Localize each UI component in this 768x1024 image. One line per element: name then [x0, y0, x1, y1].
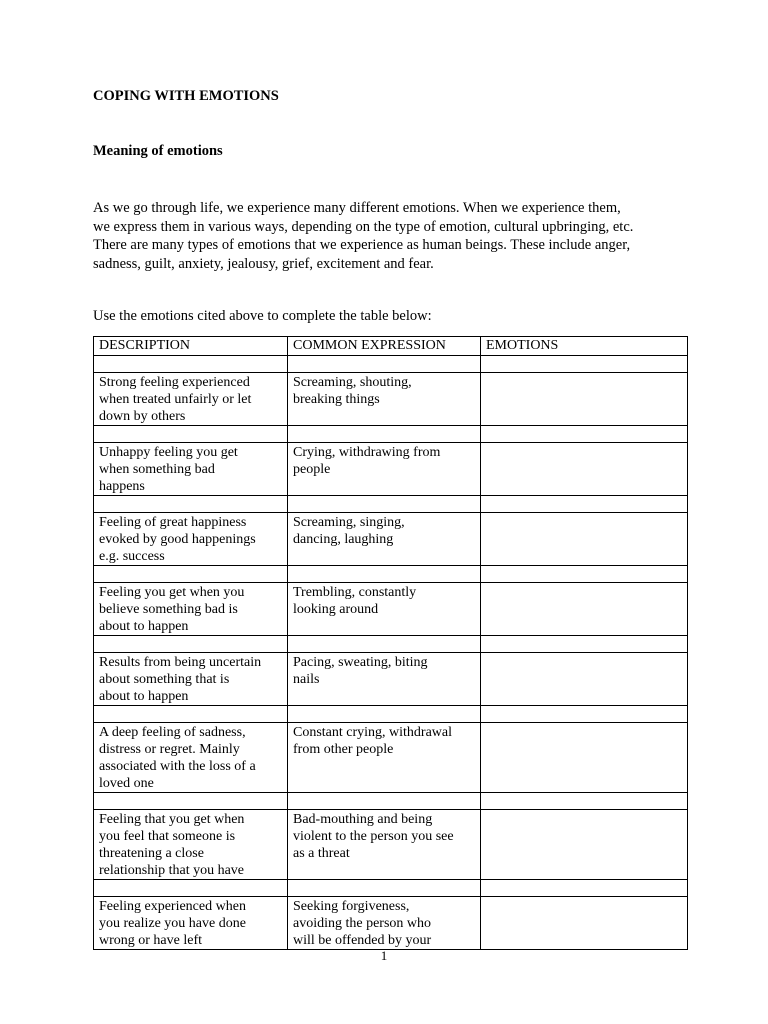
description-cell: [94, 443, 288, 496]
table-instruction: Use the emotions cited above to complete the table below:: [93, 308, 432, 324]
table-spacer-row: [94, 793, 688, 810]
spacer-cell: [94, 426, 288, 443]
cell-line: Pacing, sweating, biting: [293, 655, 428, 670]
cell-line: associated with the loss of a: [99, 759, 256, 774]
cell-line: will be offended by your: [293, 933, 432, 948]
spacer-cell: [94, 356, 288, 373]
cell-line: you realize you have done: [99, 916, 246, 931]
description-cell: [94, 373, 288, 426]
header-description: DESCRIPTION: [94, 337, 288, 356]
spacer-cell: [481, 880, 688, 897]
cell-line: wrong or have left: [99, 933, 203, 948]
spacer-cell: [288, 793, 481, 810]
description-cell: [94, 897, 288, 950]
emotion-answer-cell[interactable]: [481, 513, 688, 566]
emotions-table: [93, 336, 688, 950]
page-number: 1: [380, 948, 388, 963]
expression-cell: [288, 723, 481, 793]
cell-line: breaking things: [293, 392, 380, 407]
paragraph-line: There are many types of emotions that we experience as human beings. These include anger,: [93, 237, 631, 253]
cell-line: about to happen: [99, 689, 189, 704]
cell-line: as a threat: [293, 846, 350, 861]
spacer-cell: [481, 496, 688, 513]
cell-line: when treated unfairly or let: [99, 392, 252, 407]
emotion-answer-cell[interactable]: [481, 897, 688, 950]
header-common-expression: COMMON EXPRESSION: [288, 337, 481, 356]
cell-line: Feeling that you get when: [99, 812, 245, 827]
spacer-cell: [288, 636, 481, 653]
expression-cell: [288, 653, 481, 706]
cell-line: Crying, withdrawing from: [293, 445, 441, 460]
expression-cell: [288, 373, 481, 426]
page-title: COPING WITH EMOTIONS: [93, 88, 279, 104]
cell-line: Seeking forgiveness,: [293, 899, 410, 914]
cell-line: Screaming, singing,: [293, 515, 405, 530]
expression-cell: [288, 513, 481, 566]
table-header-row: [94, 337, 688, 356]
cell-line: when something bad: [99, 462, 215, 477]
spacer-cell: [481, 426, 688, 443]
table-row: [94, 583, 688, 636]
expression-cell: [288, 443, 481, 496]
cell-line: avoiding the person who: [293, 916, 432, 931]
cell-line: people: [293, 462, 331, 477]
emotion-answer-cell[interactable]: [481, 810, 688, 880]
emotion-answer-cell[interactable]: [481, 583, 688, 636]
cell-line: about something that is: [99, 672, 230, 687]
emotion-answer-cell[interactable]: [481, 373, 688, 426]
spacer-cell: [94, 566, 288, 583]
cell-line: violent to the person you see: [293, 829, 454, 844]
header-emotions: EMOTIONS: [481, 337, 688, 356]
cell-line: loved one: [99, 776, 154, 791]
spacer-cell: [288, 426, 481, 443]
description-cell: [94, 583, 288, 636]
spacer-cell: [288, 496, 481, 513]
cell-line: about to happen: [99, 619, 189, 634]
cell-line: down by others: [99, 409, 186, 424]
table-row: [94, 443, 688, 496]
paragraph-line: As we go through life, we experience many different emotions. When we experience them,: [93, 200, 621, 216]
table-row: [94, 513, 688, 566]
table-spacer-row: [94, 566, 688, 583]
intro-paragraph: [93, 199, 693, 273]
cell-line: evoked by good happenings: [99, 532, 256, 547]
section-heading: Meaning of emotions: [93, 143, 223, 159]
cell-line: you feel that someone is: [99, 829, 236, 844]
spacer-cell: [481, 706, 688, 723]
cell-line: A deep feeling of sadness,: [99, 725, 246, 740]
spacer-cell: [481, 566, 688, 583]
spacer-cell: [288, 880, 481, 897]
spacer-cell: [288, 706, 481, 723]
table-row: [94, 653, 688, 706]
table-spacer-row: [94, 880, 688, 897]
cell-line: nails: [293, 672, 320, 687]
cell-line: happens: [99, 479, 145, 494]
paragraph-line: sadness, guilt, anxiety, jealousy, grief, excitement and fear.: [93, 255, 434, 272]
cell-line: Trembling, constantly: [293, 585, 417, 600]
emotion-answer-cell[interactable]: [481, 443, 688, 496]
emotion-answer-cell[interactable]: [481, 653, 688, 706]
expression-cell: [288, 810, 481, 880]
spacer-cell: [481, 356, 688, 373]
table-spacer-row: [94, 356, 688, 373]
spacer-cell: [94, 496, 288, 513]
description-cell: [94, 810, 288, 880]
spacer-cell: [288, 356, 481, 373]
spacer-cell: [481, 793, 688, 810]
spacer-cell: [94, 706, 288, 723]
cell-line: from other people: [293, 742, 394, 757]
table-row: [94, 897, 688, 950]
table-spacer-row: [94, 496, 688, 513]
emotion-answer-cell[interactable]: [481, 723, 688, 793]
description-cell: [94, 653, 288, 706]
cell-line: Strong feeling experienced: [99, 375, 250, 390]
table-row: [94, 810, 688, 880]
cell-line: e.g. success: [99, 549, 165, 564]
spacer-cell: [288, 566, 481, 583]
paragraph-line: we express them in various ways, depending on the type of emotion, cultural upbringing, etc.: [93, 218, 634, 235]
expression-cell: [288, 583, 481, 636]
cell-line: Feeling of great happiness: [99, 515, 247, 530]
cell-line: Constant crying, withdrawal: [293, 725, 453, 740]
spacer-cell: [481, 636, 688, 653]
table-spacer-row: [94, 706, 688, 723]
table-row: [94, 723, 688, 793]
cell-line: Results from being uncertain: [99, 655, 262, 670]
cell-line: believe something bad is: [99, 602, 238, 617]
spacer-cell: [94, 793, 288, 810]
table-row: [94, 373, 688, 426]
cell-line: Feeling you get when you: [99, 585, 245, 600]
spacer-cell: [94, 880, 288, 897]
cell-line: looking around: [293, 602, 379, 617]
cell-line: dancing, laughing: [293, 532, 394, 547]
cell-line: Screaming, shouting,: [293, 375, 412, 390]
spacer-cell: [94, 636, 288, 653]
cell-line: Bad-mouthing and being: [293, 812, 433, 827]
description-cell: [94, 723, 288, 793]
expression-cell: [288, 897, 481, 950]
table-spacer-row: [94, 426, 688, 443]
cell-line: Feeling experienced when: [99, 899, 246, 914]
cell-line: relationship that you have: [99, 863, 245, 878]
cell-line: Unhappy feeling you get: [99, 445, 238, 460]
cell-line: threatening a close: [99, 846, 204, 861]
cell-line: distress or regret. Mainly: [99, 742, 240, 757]
table-spacer-row: [94, 636, 688, 653]
description-cell: [94, 513, 288, 566]
